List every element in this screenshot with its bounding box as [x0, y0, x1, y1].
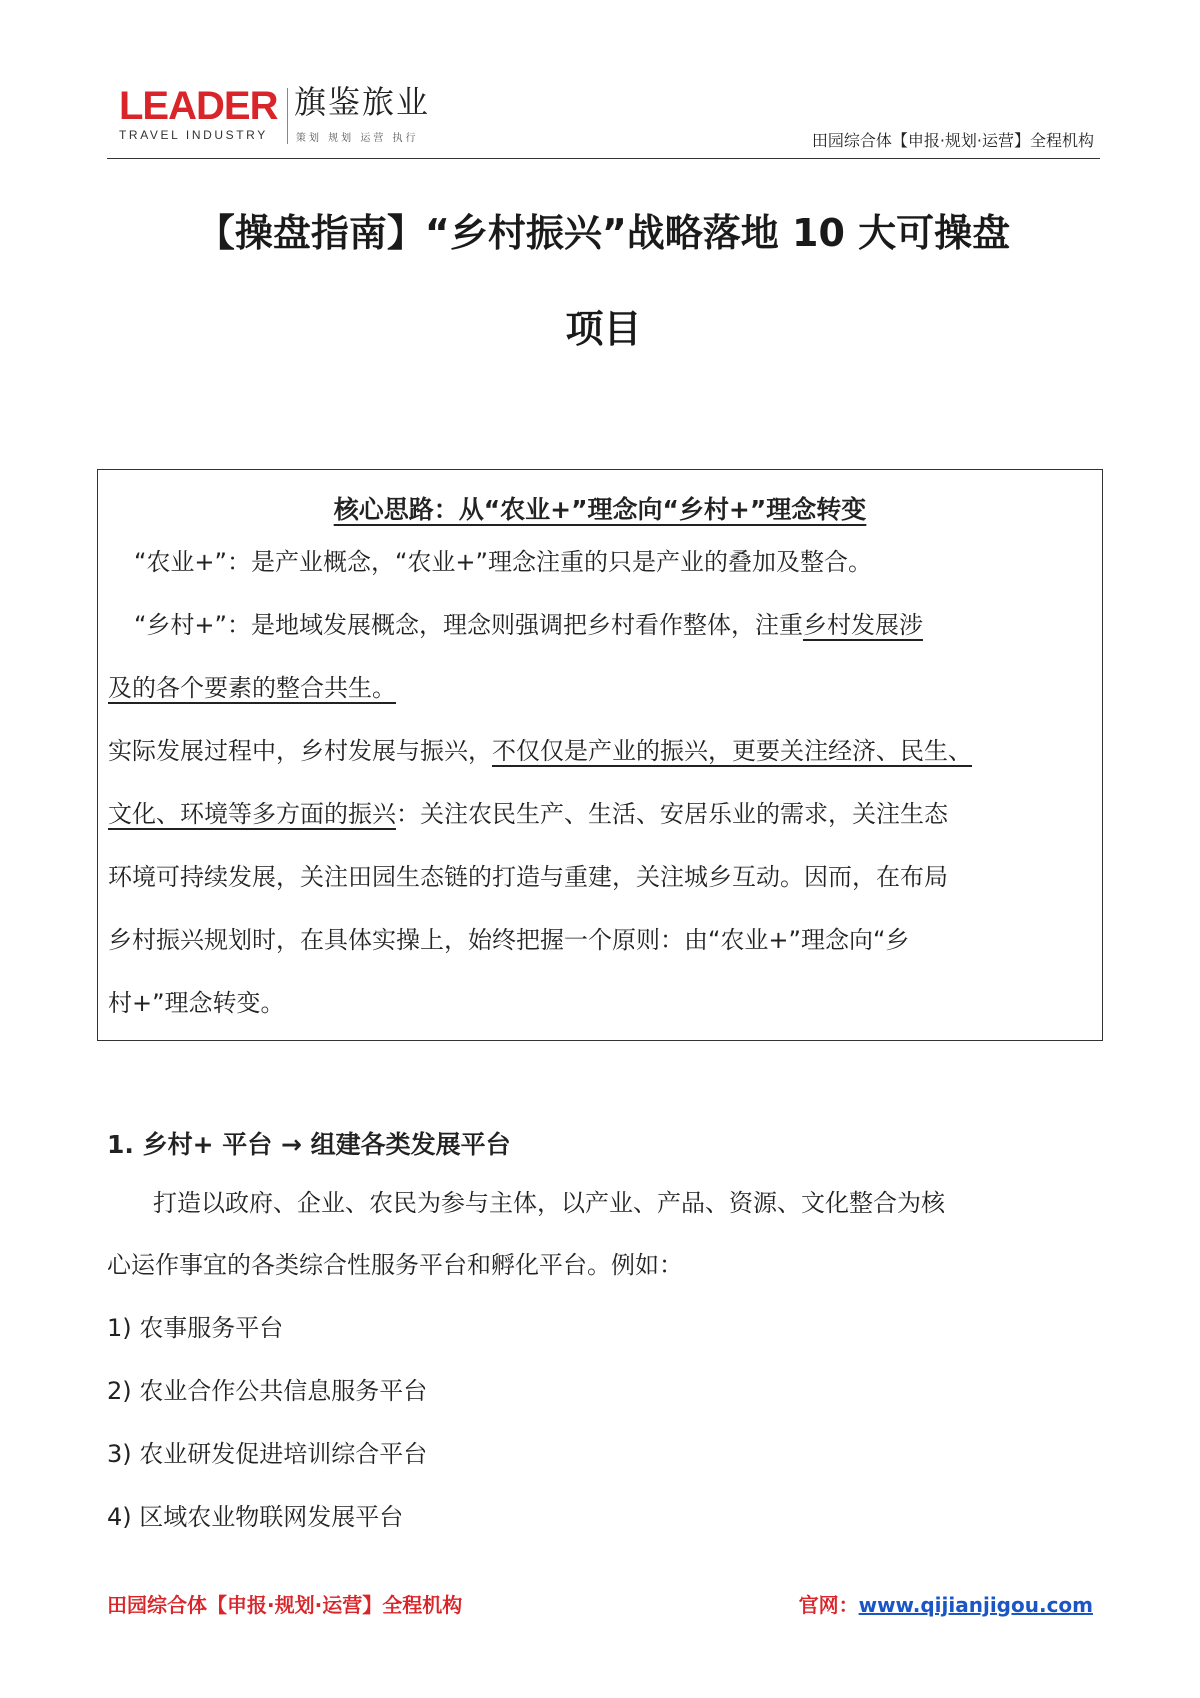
page-header	[107, 80, 1100, 159]
list-item: 1) 农事服务平台	[107, 1314, 284, 1342]
core-line-4: 实际发展过程中，乡村发展与振兴，不仅仅是产业的振兴，更要关注经济、民生、	[108, 737, 972, 765]
core-line-7: 乡村振兴规划时，在具体实操上，始终把握一个原则：由“农业+”理念向“乡	[108, 926, 910, 954]
logo-subtext: TRAVEL INDUSTRY	[119, 128, 268, 142]
list-item: 2) 农业合作公共信息服务平台	[107, 1377, 428, 1405]
footer-site-label: 官网：	[798, 1593, 859, 1617]
core-line-5: 文化、环境等多方面的振兴：关注农民生产、生活、安居乐业的需求，关注生态	[108, 800, 948, 828]
list-item: 4) 区域农业物联网发展平台	[107, 1503, 404, 1531]
header-slogan: 田园综合体【申报·规划·运营】全程机构	[811, 131, 1094, 150]
brand-name-cn: 旗鉴旅业	[294, 83, 431, 121]
section-paragraph-line2: 心运作事宜的各类综合性服务平台和孵化平台。例如：	[107, 1251, 683, 1279]
core-line-village-plus: “乡村+”：是地域发展概念，理念则强调把乡村看作整体，注重乡村发展涉	[134, 611, 923, 639]
footer-website	[799, 1589, 1093, 1618]
section-heading-1: 1. 乡村+ 平台 → 组建各类发展平台	[107, 1130, 511, 1159]
core-line-8: 村+”理念转变。	[108, 989, 285, 1017]
core-line-6: 环境可持续发展，关注田园生态链的打造与重建，关注城乡互动。因而，在布局	[108, 863, 948, 891]
section-paragraph-line1: 打造以政府、企业、农民为参与主体，以产业、产品、资源、文化整合为核	[153, 1189, 945, 1217]
core-line-agriculture-plus: “农业+”：是产业概念，“农业+”理念注重的只是产业的叠加及整合。	[134, 548, 872, 576]
page-title-line1: 【操盘指南】“乡村振兴”战略落地 10 大可操盘	[196, 211, 1011, 255]
logo-divider	[287, 88, 288, 144]
core-idea-box	[97, 469, 1103, 1041]
brand-tagline-cn: 策划 规划 运营 执行	[296, 133, 419, 144]
website-link[interactable]: www.qijianjigou.com	[858, 1593, 1093, 1617]
core-line-3: 及的各个要素的整合共生。	[108, 674, 396, 702]
footer-slogan: 田园综合体【申报·规划·运营】全程机构	[107, 1593, 463, 1617]
list-item: 3) 农业研发促进培训综合平台	[107, 1440, 428, 1468]
core-idea-heading: 核心思路：从“农业+”理念向“乡村+”理念转变	[333, 495, 867, 524]
page-title-line2: 项目	[565, 307, 642, 351]
leader-logo: LEADER	[119, 84, 278, 128]
